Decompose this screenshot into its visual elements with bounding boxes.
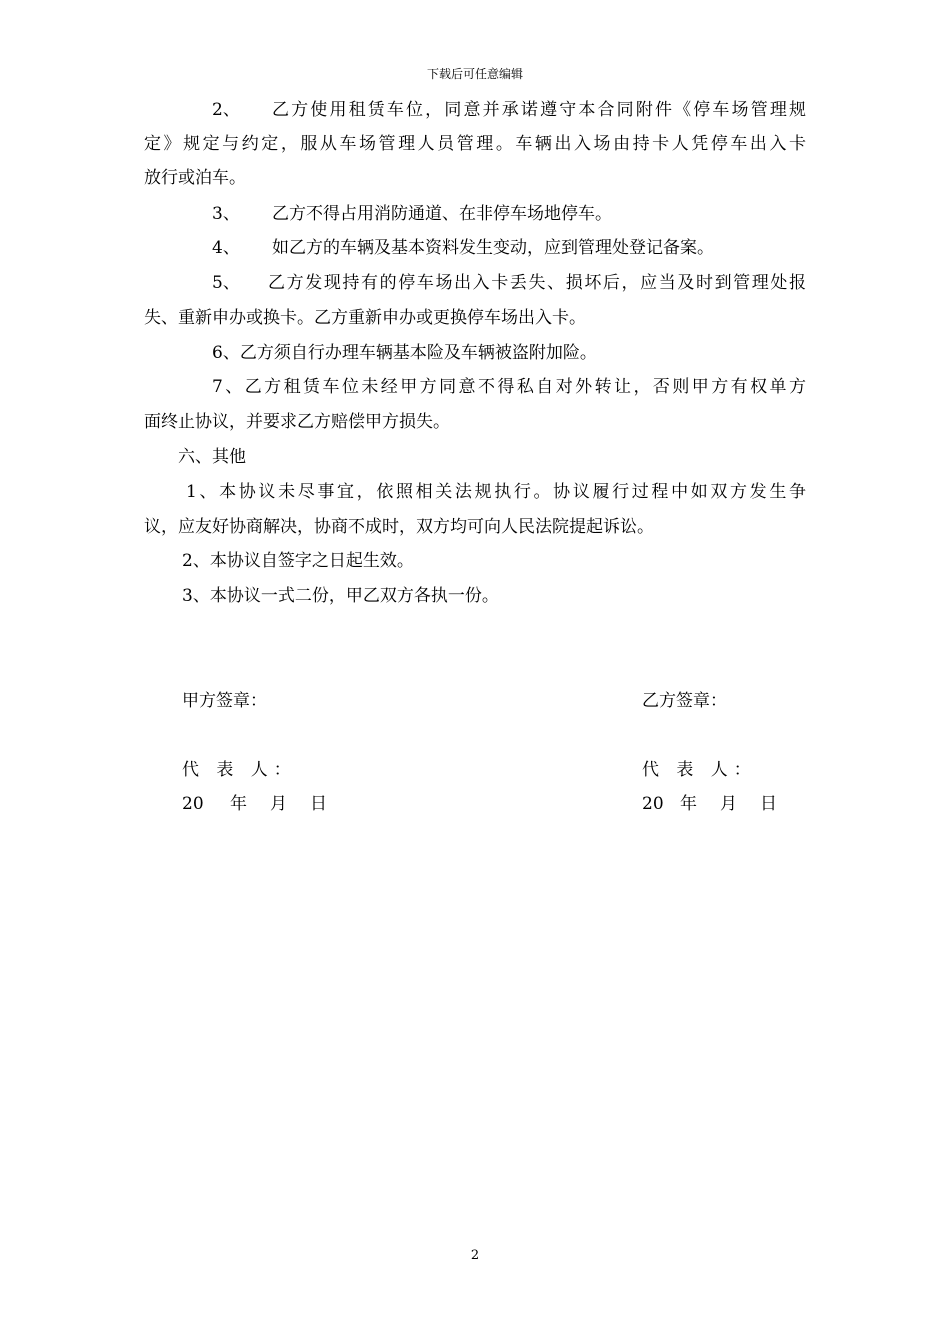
clause-5-line-1: 乙方发现持有的停车场出入卡丢失、损坏后，应当及时到管理处报 xyxy=(268,273,806,293)
other-1-line-2: 议，应友好协商解决，协商不成时，双方均可向人民法院提起诉讼。 xyxy=(144,517,654,537)
clause-2-line-3: 放行或泊车。 xyxy=(144,168,246,188)
party-b-seal-label: 乙方签章： xyxy=(642,691,727,711)
date-year-prefix: 20 xyxy=(642,794,664,814)
other-3-text: 3、本协议一式二份，甲乙双方各执一份。 xyxy=(182,586,499,606)
date-year-label: 年 xyxy=(680,794,697,814)
date-day-label: 日 xyxy=(760,794,777,814)
clause-2-line-2: 定》规定与约定，服从车场管理人员管理。车辆出入场由持卡人凭停车出入卡 xyxy=(144,134,806,154)
clause-4-number: 4、 xyxy=(212,238,240,258)
page-header: 下载后可任意编辑 xyxy=(426,67,523,81)
clause-2-line-1: 乙方使用租赁车位，同意并承诺遵守本合同附件《停车场管理规 xyxy=(272,100,806,120)
other-1-line-1: 1、本协议未尽事宜，依照相关法规执行。协议履行过程中如双方发生争 xyxy=(186,482,806,502)
other-2-text: 2、本协议自签字之日起生效。 xyxy=(182,551,414,571)
clause-7-line-2: 面终止协议，并要求乙方赔偿甲方损失。 xyxy=(144,412,450,432)
party-a-representative-label: 代 表 人： xyxy=(182,760,297,780)
clause-3-number: 3、 xyxy=(212,204,240,224)
date-year-prefix: 20 xyxy=(182,794,204,814)
party-a-date xyxy=(182,792,327,816)
clause-5-number: 5、 xyxy=(212,273,240,293)
clause-2-number: 2、 xyxy=(212,100,240,120)
date-month-label: 月 xyxy=(270,794,287,814)
clause-6-text: 6、乙方须自行办理车辆基本险及车辆被盗附加险。 xyxy=(212,343,597,363)
clause-4-text: 如乙方的车辆及基本资料发生变动，应到管理处登记备案。 xyxy=(272,238,714,258)
clause-3-text: 乙方不得占用消防通道、在非停车场地停车。 xyxy=(272,204,612,224)
page-number: 2 xyxy=(470,1248,480,1263)
party-a-seal-label: 甲方签章： xyxy=(182,691,267,711)
clause-5-line-2: 失、重新申办或换卡。乙方重新申办或更换停车场出入卡。 xyxy=(144,308,586,328)
party-b-representative-label: 代 表 人： xyxy=(642,760,757,780)
clause-7-line-1: 7、乙方租赁车位未经甲方同意不得私自对外转让，否则甲方有权单方 xyxy=(212,377,806,397)
date-year-label: 年 xyxy=(230,794,247,814)
section-heading-other: 六、其他 xyxy=(178,447,246,467)
date-day-label: 日 xyxy=(310,794,327,814)
party-b-date xyxy=(642,792,777,816)
date-month-label: 月 xyxy=(720,794,737,814)
